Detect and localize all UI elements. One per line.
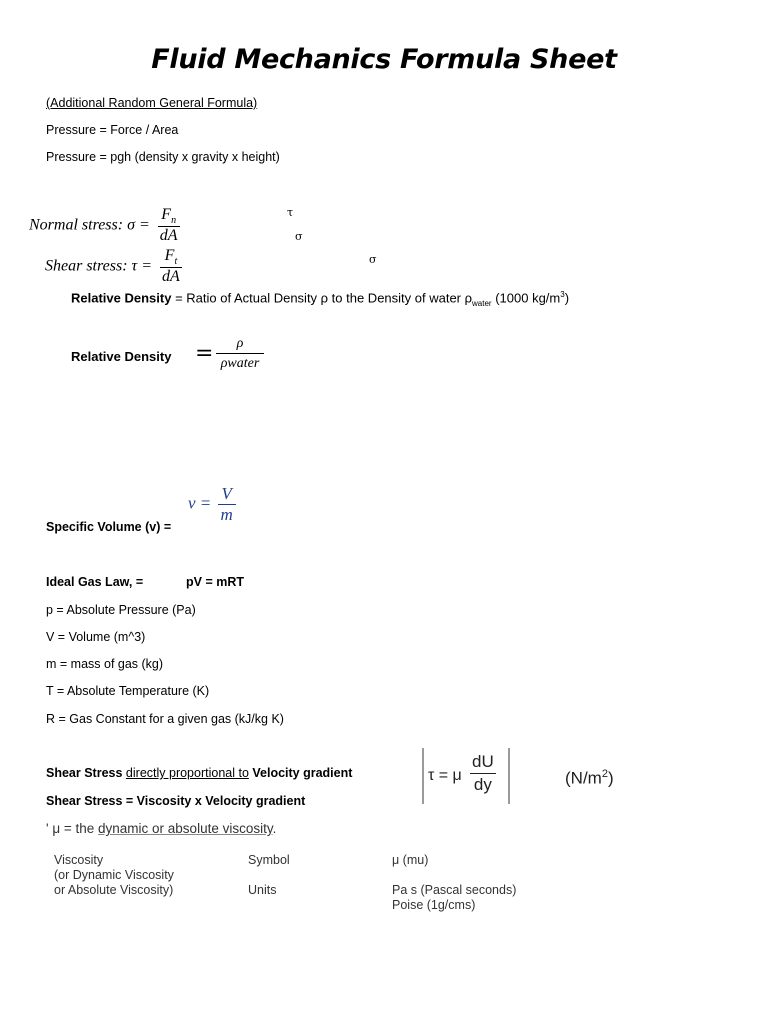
density-value: (1000 kg/m — [491, 290, 561, 306]
viscosity-name: Viscosity — [54, 853, 104, 867]
symbol-label: Symbol — [248, 853, 290, 867]
cube-superscript: 3 — [560, 290, 565, 299]
stray-sigma-1: σ — [295, 230, 303, 243]
relative-density-equals: = — [195, 341, 214, 366]
closing-paren: ) — [564, 290, 570, 306]
relative-density-eq-label: Relative Density — [71, 349, 172, 364]
ideal-gas-equation: pV = mRT — [186, 575, 244, 589]
shear-stress-label: Shear stress: — [45, 257, 128, 275]
specific-volume-formula: v = $\frac{V}{m}$ — [188, 484, 236, 525]
shear-line1-a: Shear Stress — [46, 766, 126, 780]
units-close: ) — [607, 768, 614, 788]
tau-equation-fraction — [470, 752, 496, 795]
relative-density-definition — [71, 290, 569, 308]
rho-numerator: ρ — [236, 336, 244, 351]
normal-stress-label: Normal stress: — [29, 216, 124, 234]
sigma-symbol: σ — [127, 216, 135, 234]
units-value-pascal: Pa s (Pascal seconds) — [392, 883, 517, 897]
units-label: Units — [248, 883, 277, 897]
shear-denominator: dA — [162, 268, 180, 286]
page-title: Fluid Mechanics Formula Sheet — [151, 44, 617, 75]
normal-numerator-sub: n — [171, 215, 177, 227]
water-subscript: water — [472, 298, 492, 308]
shear-viscosity-line: Shear Stress = Viscosity x Velocity gradient — [46, 794, 306, 808]
relative-density-text: = Ratio of Actual Density ρ to the Density of water ρ — [175, 290, 473, 306]
symbol-value: μ (mu) — [392, 853, 429, 867]
normal-denominator: dA — [159, 227, 178, 245]
units-value-poise: Poise (1g/cms) — [392, 898, 476, 912]
units-text: (N/m — [565, 768, 602, 788]
shear-proportional-line — [46, 766, 352, 780]
specific-volume-numerator: V — [221, 484, 232, 503]
viscosity-alt-name-2: or Absolute Viscosity) — [54, 883, 174, 897]
specific-volume-lhs: v — [188, 493, 196, 513]
normal-numerator: F — [161, 206, 172, 223]
mu-definition-term: dynamic or absolute viscosity — [98, 821, 273, 836]
specific-volume-label: Specific Volume (v) = — [46, 520, 172, 534]
relative-density-label: Relative Density — [71, 290, 172, 306]
ideal-gas-def-mass: m = mass of gas (kg) — [46, 657, 164, 671]
pressure-force-area: Pressure = Force / Area — [46, 123, 179, 137]
shear-line1-c: Velocity gradient — [248, 766, 353, 780]
viscosity-name-cell — [54, 853, 174, 898]
shear-line1-b: directly proportional to — [125, 766, 249, 780]
normal-stress-formula: Normal stress: σ = $\frac{F_n}{dA}$ — [29, 206, 178, 245]
mu-suffix: . — [272, 821, 277, 836]
ideal-gas-def-volume: V = Volume (m^3) — [46, 630, 146, 644]
specific-volume-denominator: m — [220, 505, 233, 524]
units-superscript: 2 — [601, 768, 608, 780]
tau-symbol: τ — [131, 257, 138, 275]
dy-denominator: dy — [473, 775, 492, 794]
ideal-gas-label: Ideal Gas Law, = — [46, 575, 144, 589]
mu-definition — [46, 821, 276, 836]
shear-stress-formula: Shear stress: τ = $\frac{F_t}{dA}$ — [45, 247, 180, 286]
additional-formula-heading: (Additional Random General Formula) — [46, 96, 258, 110]
stray-tau: τ — [287, 206, 294, 219]
units-value-cell — [392, 883, 516, 913]
shear-units — [565, 768, 614, 789]
pressure-pgh: Pressure = pgh (density x gravity x height) — [46, 150, 280, 164]
mu-prefix: ' μ = the — [46, 821, 99, 836]
stray-sigma-2: σ — [369, 253, 377, 266]
shear-numerator: F — [164, 247, 175, 264]
viscosity-alt-name-1: (or Dynamic Viscosity — [54, 868, 174, 882]
tau-equation-lhs: τ = μ — [428, 767, 462, 784]
ideal-gas-def-temperature: T = Absolute Temperature (K) — [46, 684, 210, 698]
ideal-gas-def-pressure: p = Absolute Pressure (Pa) — [46, 603, 196, 617]
rho-water-denominator: ρwater — [220, 356, 260, 371]
du-numerator: dU — [472, 752, 494, 771]
ideal-gas-def-gas-constant: R = Gas Constant for a given gas (kJ/kg K) — [46, 712, 284, 726]
shear-numerator-sub: t — [174, 256, 178, 268]
relative-density-fraction — [216, 336, 264, 372]
